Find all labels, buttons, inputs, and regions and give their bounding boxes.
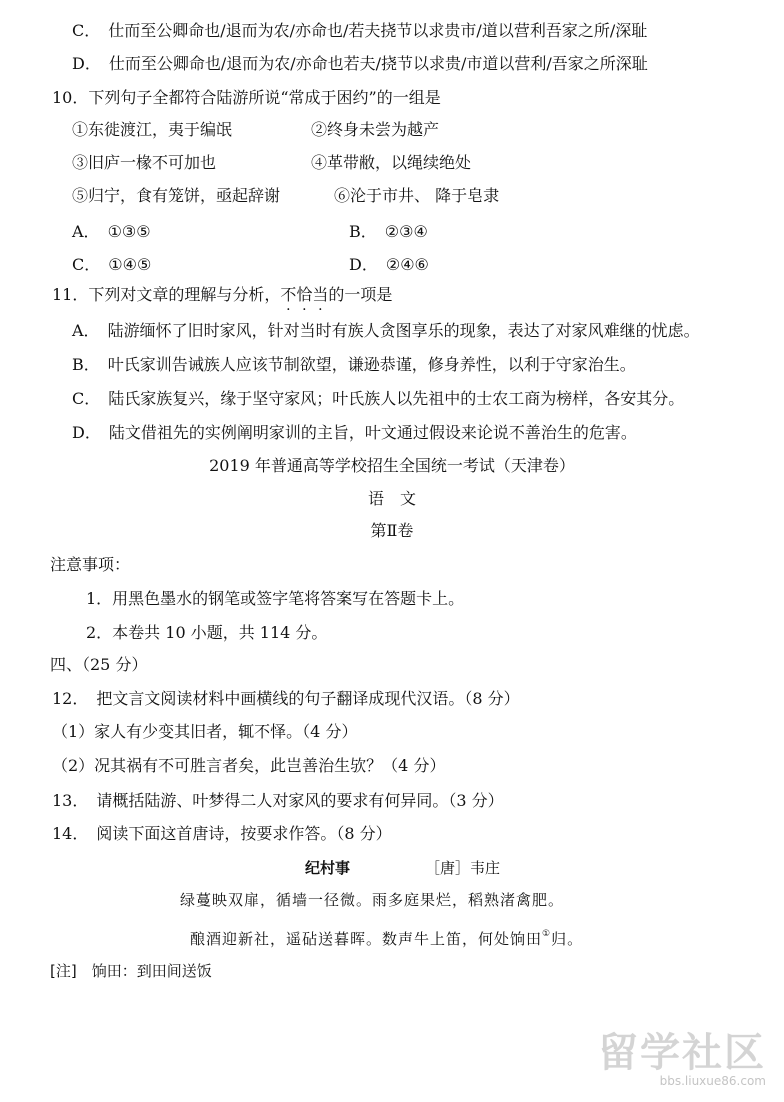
exam-volume: 第Ⅱ卷 — [370, 521, 414, 540]
emphasis-char: 不 — [280, 285, 297, 304]
q10-item-2: ②终身未尝为越产 — [311, 120, 440, 139]
notice-heading: 注意事项： — [50, 555, 131, 574]
poem-note: [注] 饷田：到田间送饭 — [50, 962, 212, 980]
q11-stem: 11．下列对文章的理解与分析，不恰当的一项是 — [52, 285, 393, 304]
poem-line-2: 酿酒迎新社，遥砧送暮晖。数声牛上笛，何处饷田①归。 — [190, 929, 584, 948]
q10-option-a: A． ①③⑤ — [72, 222, 151, 241]
watermark-logo — [598, 1032, 766, 1088]
q11-option-b: B． 叶氏家训告诫族人应该节制欲望，谦逊恭谨，修身养性，以利于守家治生。 — [72, 355, 636, 374]
q10-item-1: ①东徙渡江，夷于编氓 — [72, 120, 233, 139]
q10-stem: 10．下列句子全都符合陆游所说“常成于困约”的一组是 — [52, 88, 441, 107]
q9-option-d: D． 仕而至公卿命也/退而为农/亦命也若夫/挠节以求贵/市道以营利/吾家之所深耻 — [72, 54, 648, 73]
q11-option-c: C． 陆氏家族复兴，缘于坚守家风；叶氏族人以先祖中的士农工商为榜样，各安其分。 — [72, 389, 685, 408]
q10-option-d: D． ②④⑥ — [349, 255, 429, 274]
exam-title: 2019 年普通高等学校招生全国统一考试（天津卷） — [209, 456, 575, 475]
poem-line-1: 绿蔓映双扉，循墙一径微。雨多庭果烂，稻熟渚禽肥。 — [180, 891, 565, 909]
q9-option-c: C． 仕而至公卿命也/退而为农/亦命也/若夫挠节以求贵市/道以营利吾家之所/深耻 — [72, 21, 648, 40]
q10-option-c: C． ①④⑤ — [72, 255, 152, 274]
q13-stem: 13． 请概括陆游、叶梦得二人对家风的要求有何异同。（3 分） — [52, 791, 504, 810]
notice-item-2: 2．本卷共 10 小题，共 114 分。 — [86, 623, 328, 642]
poem-author: ［唐］韦庄 — [425, 859, 501, 877]
watermark-text: 留学社区 — [598, 1030, 766, 1076]
notice-item-1: 1．用黑色墨水的钢笔或签字笔将答案写在答题卡上。 — [86, 589, 465, 608]
exam-subject: 语 文 — [367, 489, 416, 508]
q10-item-6: ⑥沦于市井、 降于皂隶 — [334, 186, 500, 205]
poem-title: 纪村事 — [305, 859, 351, 877]
watermark-url: bbs.liuxue86.com — [659, 1074, 766, 1088]
footnote-marker: ① — [542, 929, 552, 939]
emphasis-char: 当 — [312, 285, 329, 304]
q14-stem: 14． 阅读下面这首唐诗，按要求作答。（8 分） — [52, 824, 392, 843]
q11-emphasis — [280, 285, 328, 304]
q10-item-4: ④革带敝，以绳续绝处 — [311, 153, 472, 172]
q12-sub-2: （2）况其祸有不可胜言者矣，此岂善治生欤？（4 分） — [52, 756, 446, 775]
q10-option-b: B． ②③④ — [349, 222, 428, 241]
emphasis-char: 恰 — [296, 285, 313, 304]
q11-option-a: A． 陆游缅怀了旧时家风，针对当时有族人贪图享乐的现象，表达了对家风难继的忧虑。 — [72, 321, 700, 340]
q12-sub-1: （1）家人有少变其旧者，辄不怿。（4 分） — [52, 722, 358, 741]
q11-option-d: D． 陆文借祖先的实例阐明家训的主旨，叶文通过假设来论说不善治生的危害。 — [72, 423, 637, 442]
q10-item-5: ⑤归宁，食有笼饼，亟起辞谢 — [72, 186, 281, 205]
q12-stem: 12． 把文言文阅读材料中画横线的句子翻译成现代汉语。（8 分） — [52, 689, 520, 708]
section-4-heading: 四、（25 分） — [50, 655, 148, 674]
q10-item-3: ③旧庐一椽不可加也 — [72, 153, 217, 172]
